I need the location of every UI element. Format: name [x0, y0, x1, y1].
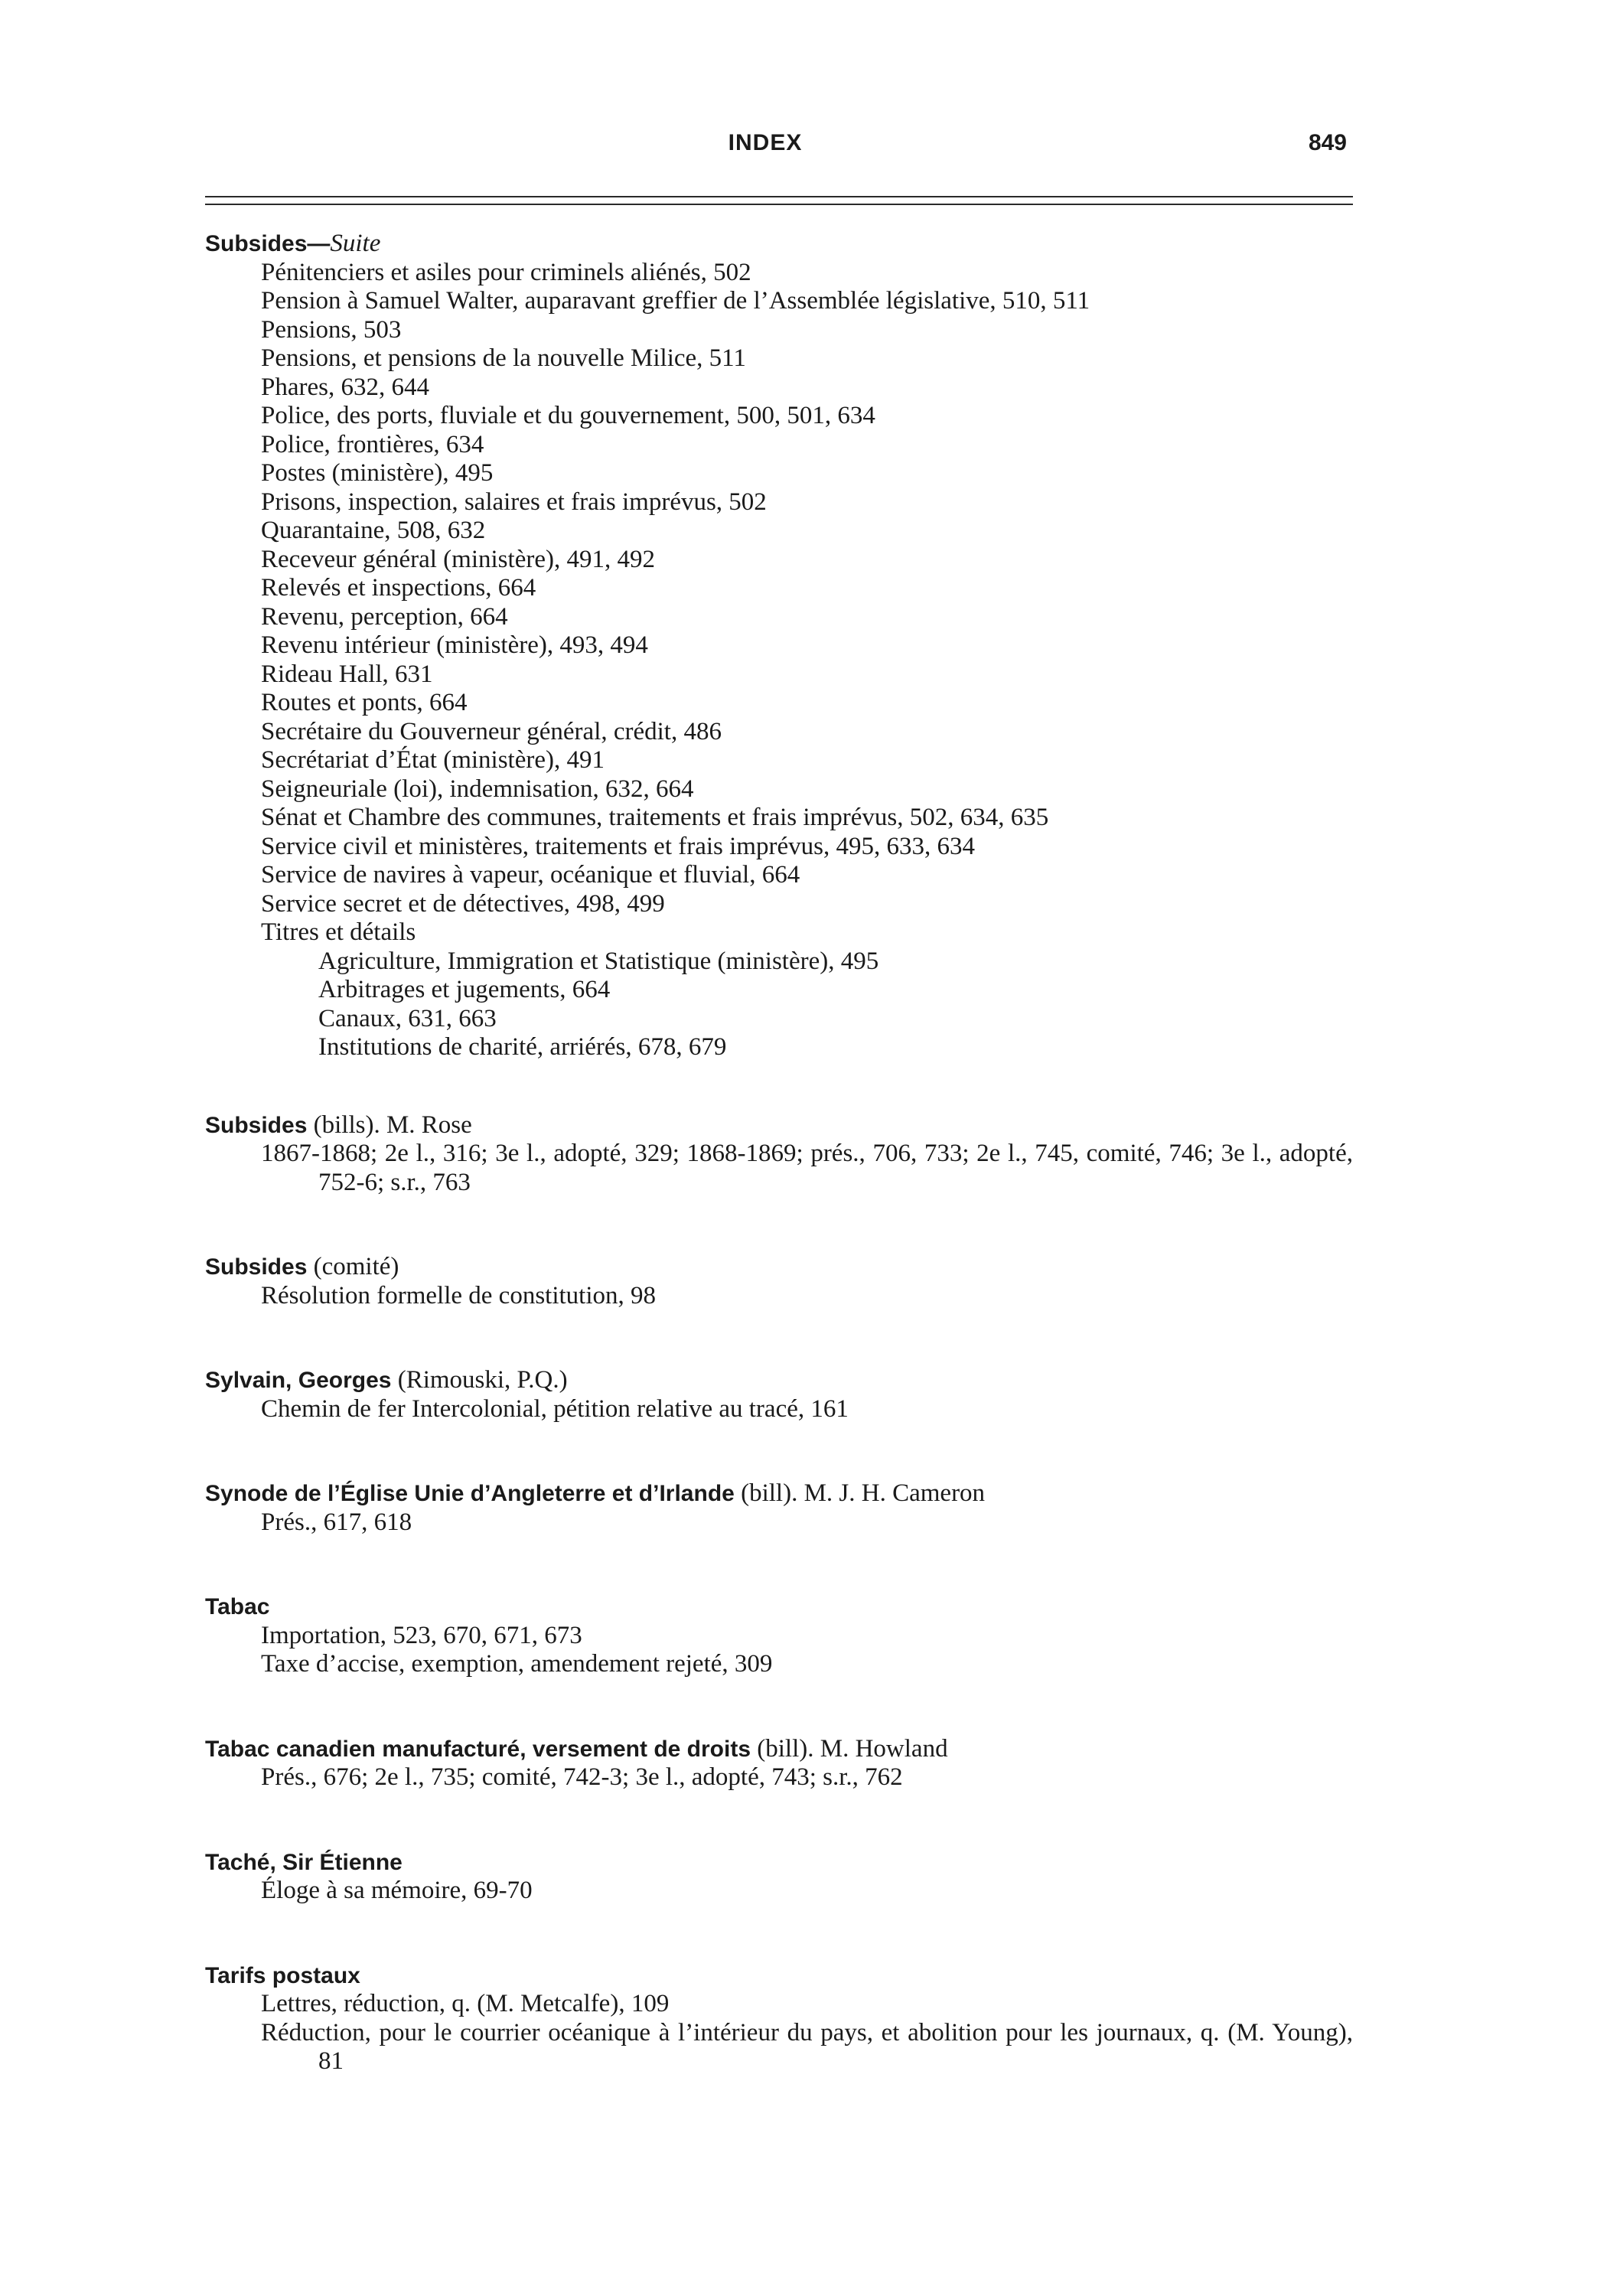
- entry-heading-term: Tarifs postaux: [205, 1962, 360, 1988]
- subentry: Réduction, pour le courrier océanique à l’intérieur du pays, et abolition pour les journaux, q. (M. Young), 81: [261, 2018, 1353, 2075]
- subentry: Service civil et ministères, traitements et frais imprévus, 495, 633, 634: [261, 832, 975, 860]
- subentry: Receveur général (ministère), 491, 492: [261, 545, 655, 573]
- entry-heading-term: Synode de l’Église Unie d’Angleterre et d’Irlande: [205, 1481, 735, 1506]
- entry-heading-term: Taché, Sir Étienne: [205, 1849, 403, 1875]
- subentry: Titres et détails: [261, 918, 416, 946]
- entry-heading-term: Tabac: [205, 1594, 270, 1619]
- index-entry: [205, 1962, 1353, 2076]
- subentry: Chemin de fer Intercolonial, pétition relative au tracé, 161: [261, 1394, 849, 1423]
- index-entry: [205, 1848, 1353, 1906]
- subentry: Routes et ponts, 664: [261, 689, 468, 716]
- entry-heading-term: Subsides—: [205, 231, 331, 256]
- subentry: Pensions, et pensions de la nouvelle Milice, 511: [261, 344, 746, 372]
- header-rule-bottom: [205, 204, 1353, 205]
- subentry: Service secret et de détectives, 498, 499: [261, 889, 665, 918]
- index-entry: [205, 1253, 1353, 1310]
- header-rule-top: [205, 196, 1353, 197]
- index-entries: [205, 230, 1353, 2132]
- entry-heading: [205, 1593, 1353, 1622]
- subentry: Revenu, perception, 664: [261, 602, 508, 631]
- entry-heading-qualifier: (Rimouski, P.Q.): [391, 1366, 568, 1394]
- sub-subentry: Canaux, 631, 663: [318, 1004, 497, 1032]
- subentry: Phares, 632, 644: [261, 373, 429, 401]
- subentry: Éloge à sa mémoire, 69-70: [261, 1877, 533, 1904]
- subentry: Prés., 676; 2e l., 735; comité, 742-3; 3e l., adopté, 743; s.r., 762: [261, 1763, 903, 1791]
- entry-heading: [205, 1848, 1353, 1877]
- subentry: Pensions, 503: [261, 315, 402, 344]
- entry-heading-continuation: Suite: [330, 230, 381, 257]
- page-number: 849: [1308, 130, 1347, 155]
- subentry: Taxe d’accise, exemption, amendement rejeté, 309: [261, 1650, 773, 1678]
- sub-subentry: Agriculture, Immigration et Statistique (ministère), 495: [318, 947, 879, 975]
- subentry: Prés., 617, 618: [261, 1508, 412, 1536]
- subentry: Lettres, réduction, q. (M. Metcalfe), 109: [261, 1990, 670, 2017]
- subentry: Police, frontières, 634: [261, 430, 484, 458]
- subentry: Service de navires à vapeur, océanique et fluvial, 664: [261, 861, 800, 889]
- entry-heading-term: Subsides: [205, 1254, 308, 1280]
- index-entry: [205, 1593, 1353, 1679]
- entry-heading-qualifier: (bills). M. Rose: [307, 1110, 472, 1139]
- entry-heading: [205, 1253, 1353, 1282]
- subentry: Sénat et Chambre des communes, traitements et frais imprévus, 502, 634, 635: [261, 804, 1049, 831]
- subentry: Seigneuriale (loi), indemnisation, 632, 664: [261, 775, 694, 803]
- entry-heading: [205, 1111, 1353, 1140]
- entry-heading: [205, 1735, 1353, 1764]
- subentry: Pénitenciers et asiles pour criminels aliénés, 502: [261, 258, 751, 286]
- index-entry: [205, 1479, 1353, 1537]
- index-entry: [205, 1735, 1353, 1792]
- entry-heading: [205, 1962, 1353, 1991]
- subentry: Quarantaine, 508, 632: [261, 517, 486, 544]
- entry-heading-qualifier: (comité): [307, 1253, 399, 1280]
- subentry: Postes (ministère), 495: [261, 459, 494, 487]
- index-entry: [205, 1366, 1353, 1424]
- sub-subentry: Arbitrages et jugements, 664: [318, 976, 611, 1003]
- subentry: Importation, 523, 670, 671, 673: [261, 1621, 582, 1649]
- entry-heading-term: Tabac canadien manufacturé, versement de droits: [205, 1736, 751, 1762]
- entry-heading-term: Sylvain, Georges: [205, 1368, 392, 1393]
- subentry: Relevés et inspections, 664: [261, 574, 536, 602]
- entry-heading-qualifier: (bill). M. J. H. Cameron: [734, 1479, 986, 1507]
- subentry: Résolution formelle de constitution, 98: [261, 1281, 657, 1309]
- entry-heading: [205, 1366, 1353, 1395]
- subentry: Prisons, inspection, salaires et frais imprévus, 502: [261, 488, 767, 516]
- entry-heading-qualifier: (bill). M. Howland: [751, 1734, 948, 1763]
- subentry: Secrétariat d’État (ministère), 491: [261, 746, 605, 774]
- subentry: Police, des ports, fluviale et du gouvernement, 500, 501, 634: [261, 402, 875, 429]
- subentry: Revenu intérieur (ministère), 493, 494: [261, 631, 648, 659]
- subentry: Secrétaire du Gouverneur général, crédit, 486: [261, 717, 722, 745]
- subentry: 1867-1868; 2e l., 316; 3e l., adopté, 329; 1868-1869; prés., 706, 733; 2e l., 745, comité, 746; 3e l., adopté, 752-6; s.r., 763: [261, 1140, 1353, 1196]
- sub-subentry: Institutions de charité, arriérés, 678, 679: [318, 1033, 727, 1061]
- index-entry: [205, 1111, 1353, 1198]
- subentry: Pension à Samuel Walter, auparavant greffier de l’Assemblée législative, 510, 511: [261, 287, 1090, 315]
- subentry: Rideau Hall, 631: [261, 660, 433, 688]
- running-header-title: INDEX: [728, 130, 803, 155]
- entry-heading-term: Subsides: [205, 1112, 308, 1138]
- entry-heading: [205, 1479, 1353, 1508]
- entry-heading: [205, 230, 1353, 259]
- index-entry: [205, 230, 1353, 1062]
